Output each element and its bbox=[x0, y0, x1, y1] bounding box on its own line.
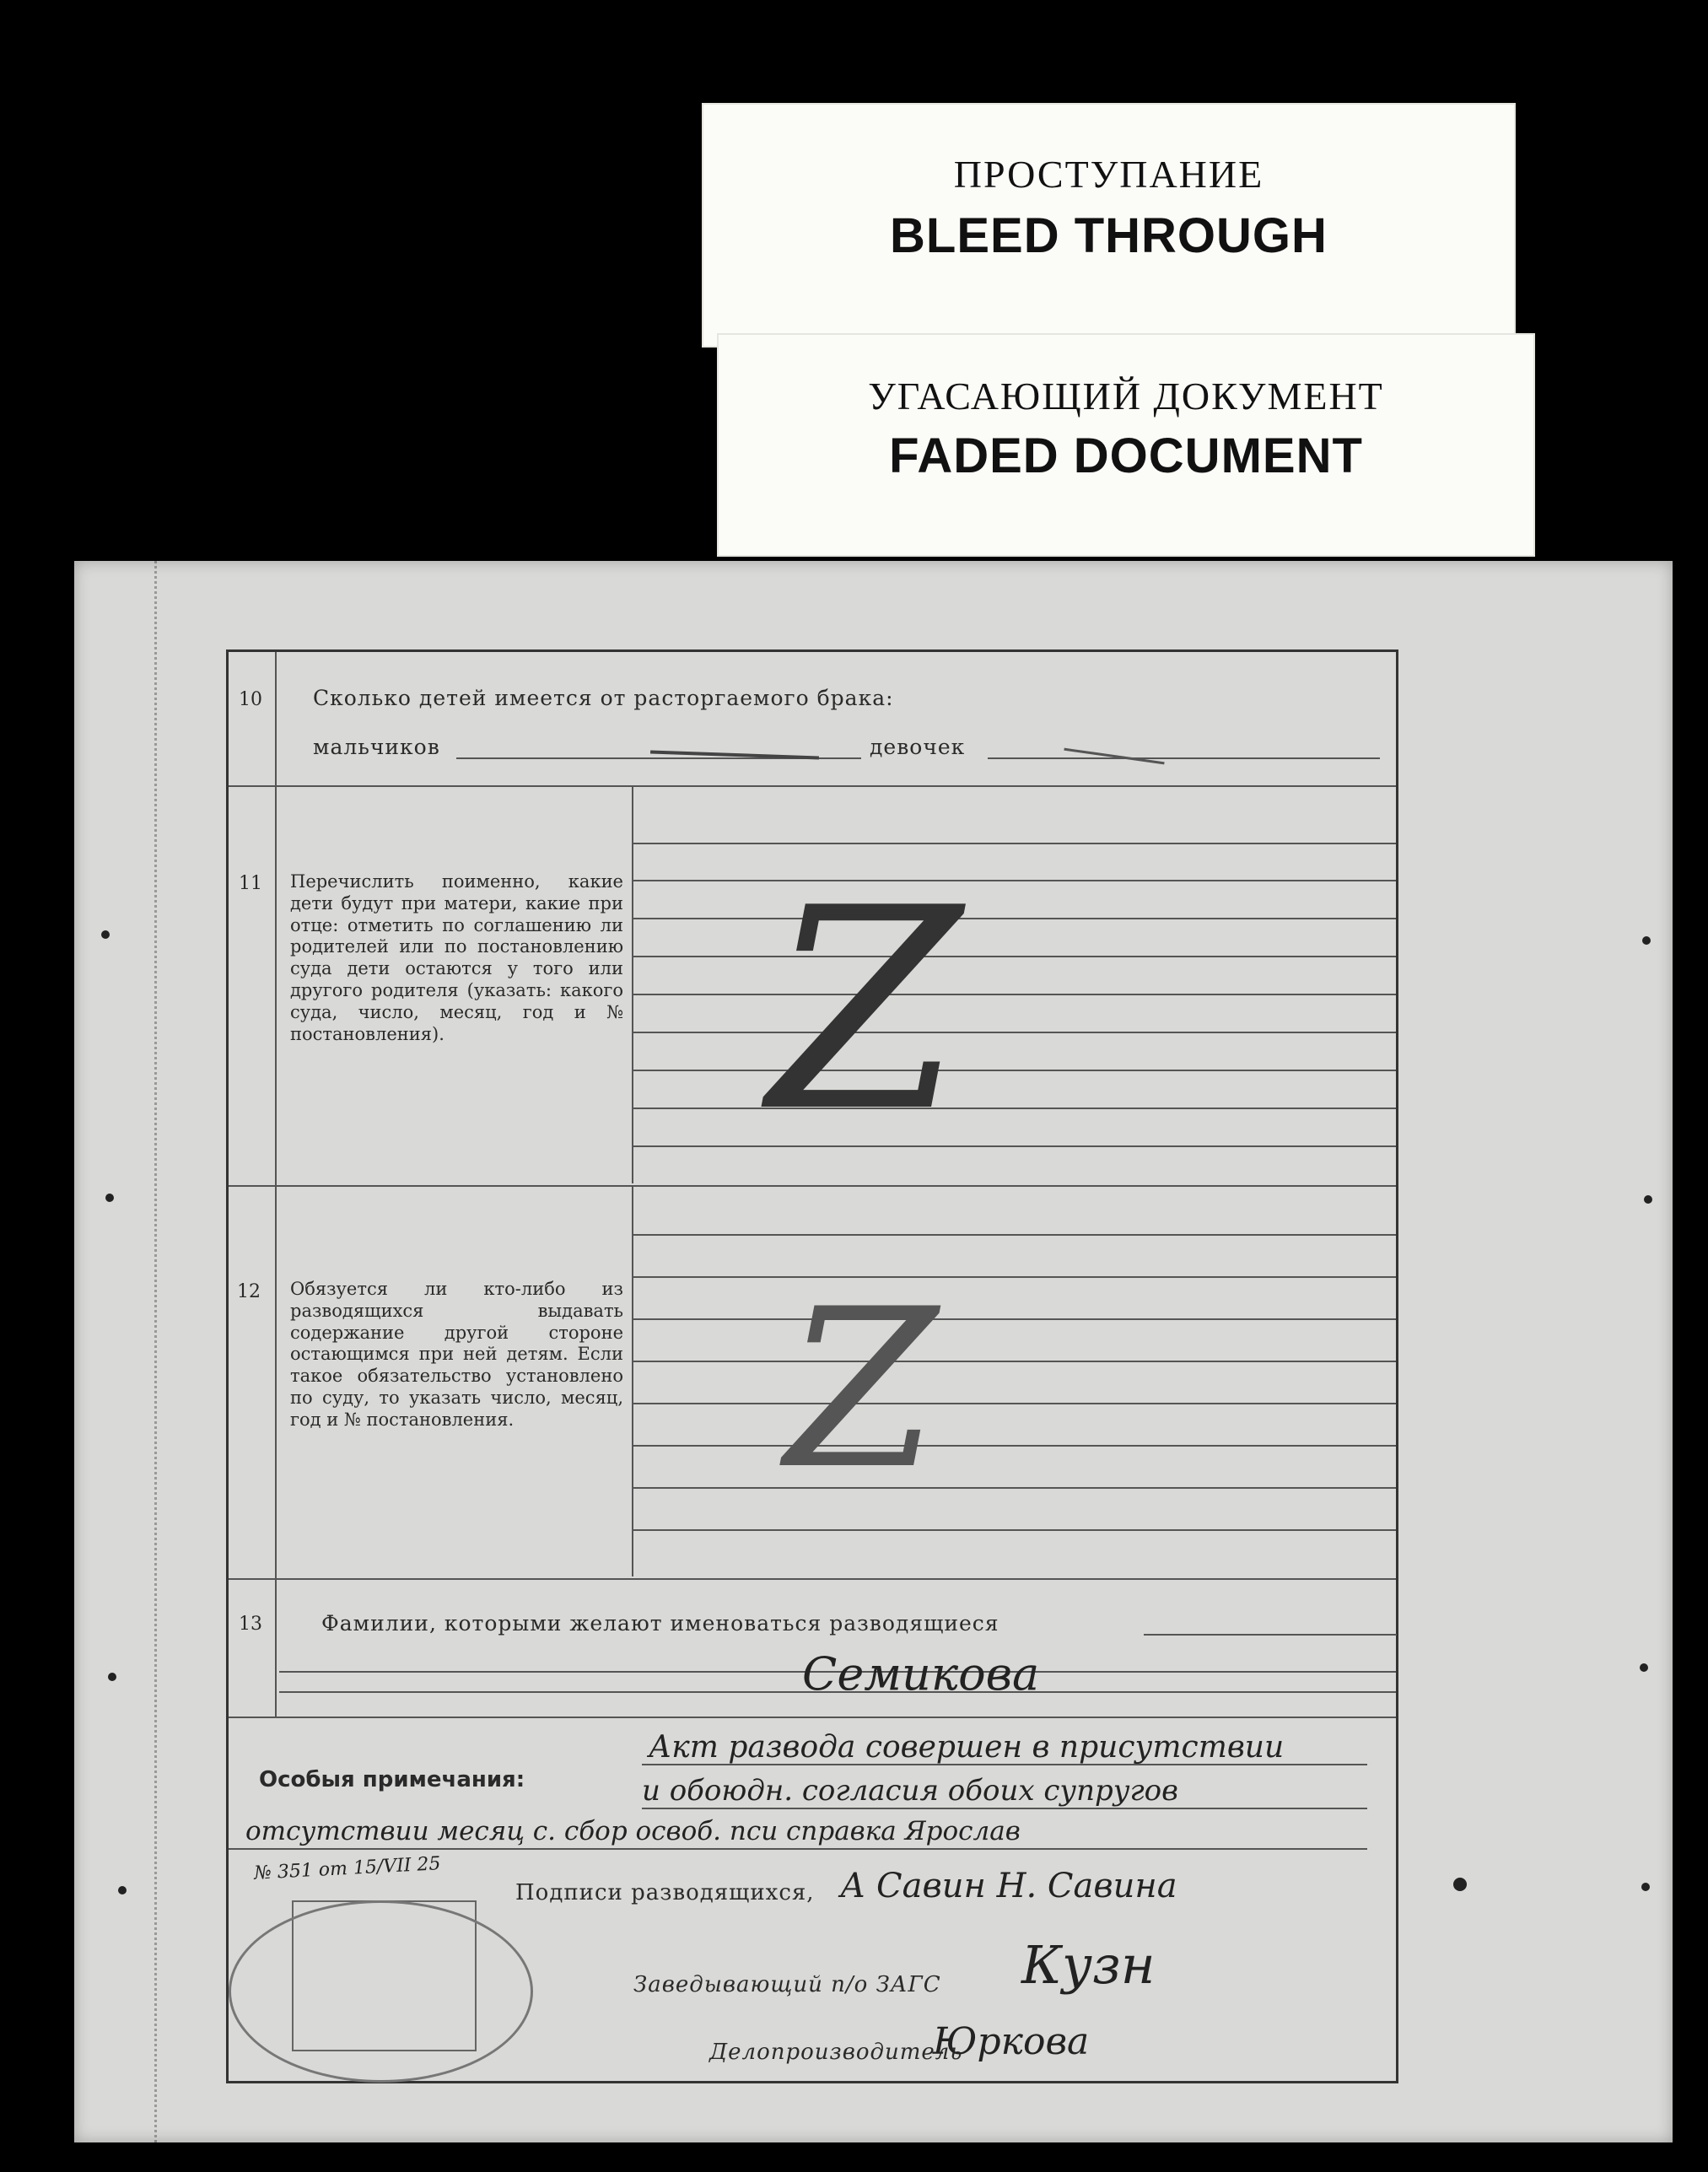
notes-line-4: № 351 от 15/VII 25 bbox=[253, 1853, 442, 1884]
q12-number: 12 bbox=[237, 1281, 261, 1302]
binder-hole-right-4 bbox=[1641, 1883, 1650, 1891]
q11-line-5 bbox=[633, 994, 1396, 995]
notes-rule-2 bbox=[642, 1808, 1367, 1809]
binder-hole-mid bbox=[1453, 1878, 1467, 1891]
binder-hole-left-4 bbox=[118, 1886, 127, 1894]
notes-line-3: отсутствии месяц с. сбор освоб. пси справка Ярослав bbox=[245, 1816, 1021, 1846]
faded-document-ru-label: УГАСАЮЩИЙ ДОКУМЕНТ bbox=[868, 375, 1384, 418]
q10-number: 10 bbox=[239, 689, 262, 710]
faded-document-en-label: FADED DOCUMENT bbox=[889, 428, 1363, 483]
signatures-values: А Савин Н. Савина bbox=[840, 1867, 1177, 1905]
perforation-edge bbox=[154, 561, 157, 2142]
notes-line-2: и обоюдн. согласия обоих супругов bbox=[642, 1774, 1178, 1808]
clerk-label: Делопроизводитель bbox=[709, 2040, 963, 2065]
q11-line-3 bbox=[633, 918, 1396, 919]
bleed-through-en-label: BLEED THROUGH bbox=[890, 208, 1328, 263]
binder-hole-right-1 bbox=[1642, 936, 1651, 945]
faded-document-card bbox=[717, 333, 1535, 557]
q12-line-1 bbox=[633, 1234, 1396, 1236]
q12-line-3 bbox=[633, 1318, 1396, 1320]
q12-line-8 bbox=[633, 1529, 1396, 1531]
binder-hole-left-1 bbox=[101, 930, 110, 939]
q10-girls-line bbox=[988, 757, 1380, 759]
row-divider-10-11 bbox=[229, 785, 1396, 787]
q12-line-4 bbox=[633, 1361, 1396, 1362]
q10-text: Сколько детей имеется от расторгаемого брака: bbox=[313, 686, 894, 710]
q10-dash-mark-2 bbox=[1064, 748, 1164, 765]
q12-column-divider bbox=[632, 1187, 633, 1576]
official-seal bbox=[229, 1900, 533, 2083]
head-signature: Кузн bbox=[1021, 1934, 1156, 1996]
q11-text: Перечислить поименно, какие дети будут при матери, какие при отце: отметить по соглашению ли родителей или по постановлению суда дети остаются у того или другого родителя (указать: какого суда, число, месяц, год и № постановления). bbox=[290, 871, 623, 1044]
q10-boys-label: мальчиков bbox=[313, 735, 440, 759]
signatures-label: Подписи разводящихся, bbox=[515, 1880, 815, 1905]
q13-number: 13 bbox=[239, 1614, 262, 1635]
divorce-record-form bbox=[226, 649, 1398, 2083]
q11-line-7 bbox=[633, 1070, 1396, 1071]
q11-line-6 bbox=[633, 1032, 1396, 1033]
notes-label: Особыя примечания: bbox=[259, 1767, 525, 1792]
row-divider-13-notes bbox=[229, 1717, 1396, 1718]
binder-hole-left-2 bbox=[105, 1194, 114, 1202]
q12-answer-z: Z bbox=[785, 1263, 938, 1517]
q10-girls-label: девочек bbox=[870, 735, 966, 759]
clerk-signature: Юркова bbox=[933, 2020, 1090, 2063]
q13-answer-surname: Семикова bbox=[802, 1647, 1040, 1700]
bleed-through-card bbox=[702, 103, 1516, 348]
q11-number: 11 bbox=[239, 873, 262, 894]
q11-line-4 bbox=[633, 956, 1396, 957]
notes-line-1: Акт развода совершен в присутствии bbox=[649, 1730, 1285, 1765]
q11-line-8 bbox=[633, 1108, 1396, 1109]
bleed-through-ru-label: ПРОСТУПАНИЕ bbox=[953, 153, 1264, 196]
row-divider-11-12 bbox=[229, 1185, 1396, 1187]
q11-answer-z: Z bbox=[768, 849, 962, 1172]
q12-line-6 bbox=[633, 1445, 1396, 1447]
q12-line-5 bbox=[633, 1403, 1396, 1404]
q11-line-1 bbox=[633, 843, 1396, 844]
q12-line-7 bbox=[633, 1487, 1396, 1489]
head-label: Заведывающий п/о ЗАГС bbox=[633, 1972, 941, 1997]
q13-line-1 bbox=[1144, 1634, 1397, 1636]
q12-text: Обязуется ли кто-либо из разводящихся выдавать содержание другой стороне остающимся при ней детям. Если такое обязательство установлено по суду, то указать число, месяц, год и № постановления. bbox=[290, 1279, 623, 1430]
q11-column-divider bbox=[632, 787, 633, 1183]
q13-text: Фамилии, которыми желают именоваться разводящиеся bbox=[321, 1611, 999, 1636]
notes-rule-3 bbox=[229, 1848, 1367, 1850]
notes-rule-1 bbox=[642, 1764, 1367, 1765]
row-divider-12-13 bbox=[229, 1578, 1396, 1580]
q11-line-9 bbox=[633, 1145, 1396, 1147]
q12-line-2 bbox=[633, 1276, 1396, 1278]
q11-line-2 bbox=[633, 880, 1396, 881]
binder-hole-right-3 bbox=[1640, 1663, 1648, 1672]
binder-hole-right-2 bbox=[1644, 1195, 1652, 1204]
binder-hole-left-3 bbox=[108, 1673, 116, 1681]
number-column-divider bbox=[275, 652, 277, 1717]
